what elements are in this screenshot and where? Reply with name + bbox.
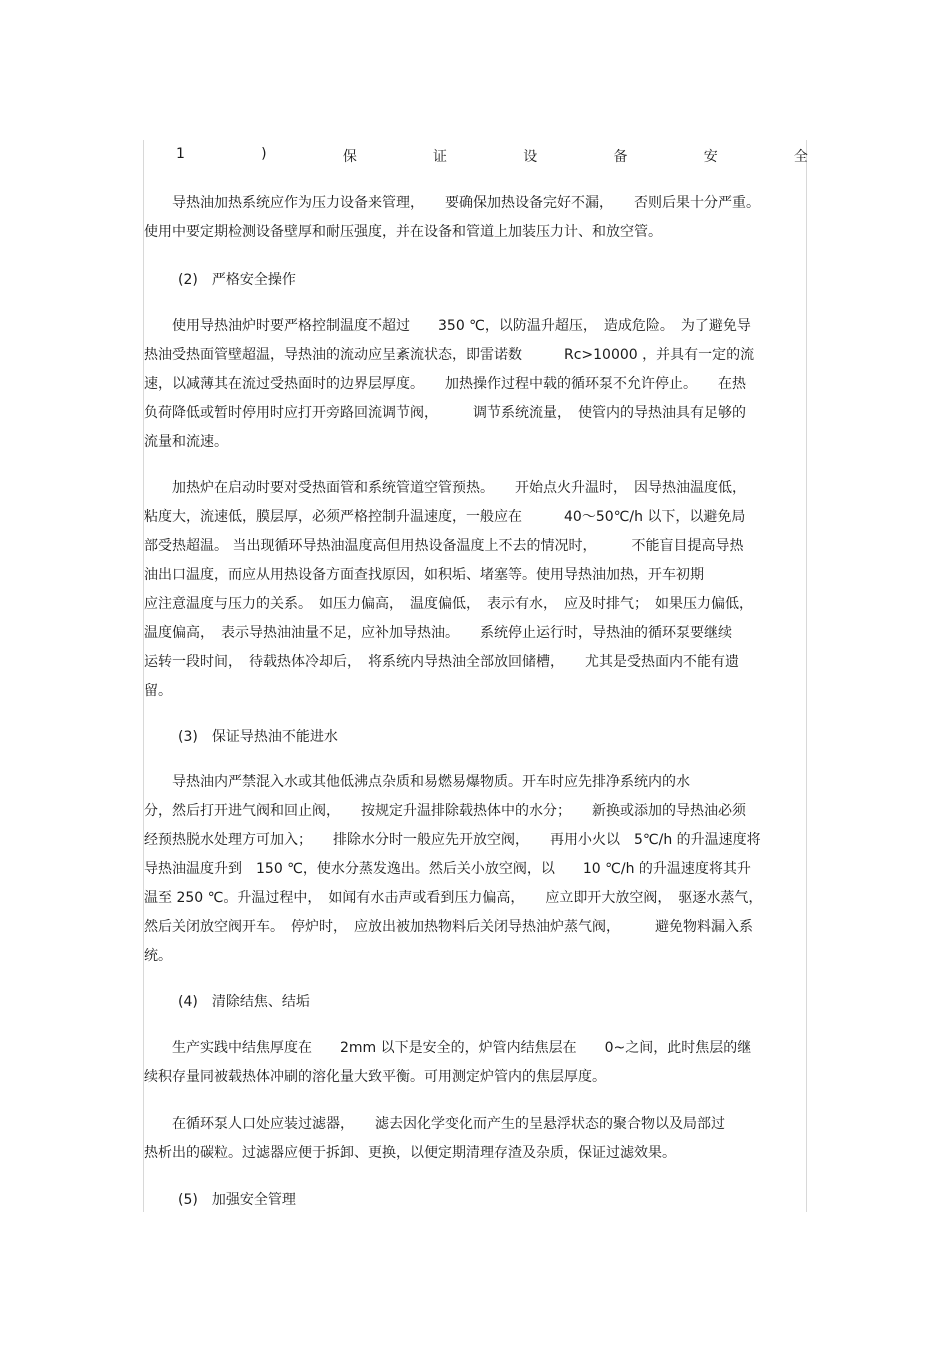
text-line: 使用中要定期检测设备壁厚和耐压强度，并在设备和管道上加装压力计、和放空管。: [144, 224, 662, 240]
text-line: 续积存量同被载热体冲刷的溶化量大致平衡。可用测定炉管内的焦层厚度。: [144, 1069, 606, 1085]
text-line: 导热油温度升到 150 ℃，使水分蒸发逸出。然后关小放空阀，以 10 ℃/h 的升温速度将其升: [144, 861, 751, 877]
section-heading-1: [176, 146, 808, 168]
heading-char: 备: [613, 149, 628, 165]
heading-char: 安: [703, 149, 718, 165]
heading-char: ): [261, 146, 267, 162]
text-line: 部受热超温。 当出现循环导热油温度高但用热设备温度上不去的情况时， 不能盲目提高导热: [144, 538, 744, 554]
text-line: 油出口温度，而应从用热设备方面查找原因，如积垢、堵塞等。使用导热油加热，开车初期: [144, 567, 704, 583]
heading-char: 证: [433, 149, 448, 165]
text-line: 运转一段时间， 待载热体冷却后， 将系统内导热油全部放回储槽， 尤其是受热面内不能有遗: [144, 654, 739, 670]
text-line: 统。: [144, 948, 172, 964]
text-line: 导热油加热系统应作为压力设备来管理， 要确保加热设备完好不漏， 否则后果十分严重。: [144, 195, 760, 211]
paragraph-6: [144, 1114, 808, 1172]
text-line: 流量和流速。: [144, 434, 228, 450]
paragraph-3: [144, 478, 808, 710]
paragraph-1: [144, 193, 808, 251]
text-line: 导热油内严禁混入水或其他低沸点杂质和易燃易爆物质。开车时应先排净系统内的水: [144, 774, 690, 790]
text-line: 热析出的碳粒。过滤器应便于拆卸、更换，以便定期清理存渣及杂质，保证过滤效果。: [144, 1145, 676, 1161]
section-heading-4: (4) 清除结焦、结垢: [178, 994, 310, 1010]
paragraph-4: [144, 772, 808, 975]
heading-char: 全: [793, 149, 808, 165]
section-heading-5: (5) 加强安全管理: [178, 1192, 296, 1208]
text-line: 热油受热面管壁超温，导热油的流动应呈紊流状态，即雷诺数 Rc>10000 ，并具有一定的流: [144, 347, 755, 363]
text-line: 留。: [144, 683, 172, 699]
heading-char: 保: [342, 149, 357, 165]
text-line: 应注意温度与压力的关系。 如压力偏高， 温度偏低， 表示有水， 应及时排气； 如果压力偏低，: [144, 596, 753, 612]
paragraph-2: [144, 316, 808, 461]
text-line: 温度偏高， 表示导热油油量不足，应补加导热油。 系统停止运行时，导热油的循环泵要继续: [144, 625, 732, 641]
heading-char: 1: [176, 146, 185, 162]
section-heading-3: (3) 保证导热油不能进水: [178, 729, 338, 745]
text-line: 使用导热油炉时要严格控制温度不超过 350 ℃，以防温升超压， 造成危险。 为了避免导: [144, 318, 751, 334]
text-line: 在循环泵人口处应装过滤器， 滤去因化学变化而产生的呈悬浮状态的聚合物以及局部过: [144, 1116, 725, 1132]
text-line: 生产实践中结焦厚度在 2mm 以下是安全的，炉管内结焦层在 0~之间，此时焦层的继: [144, 1040, 752, 1056]
text-line: 粘度大，流速低，膜层厚，必须严格控制升温速度，一般应在 40～50℃/h 以下，以避免局: [144, 509, 746, 525]
text-line: 加热炉在启动时要对受热面管和系统管道空管预热。 开始点火升温时， 因导热油温度低，: [144, 480, 746, 496]
section-heading-2: (2) 严格安全操作: [178, 272, 296, 288]
heading-char: 设: [523, 149, 538, 165]
text-line: 经预热脱水处理方可加入； 排除水分时一般应先开放空阀， 再用小火以 5℃/h 的升温速度将: [144, 832, 761, 848]
text-line: 分，然后打开进气阀和回止阀， 按规定升温排除载热体中的水分； 新换或添加的导热油必须: [144, 803, 746, 819]
text-line: 然后关闭放空阀开车。 停炉时， 应放出被加热物料后关闭导热油炉蒸气阀， 避免物料漏入系: [144, 919, 753, 935]
paragraph-5: [144, 1038, 808, 1096]
text-line: 温至 250 ℃。升温过程中， 如闻有水击声或看到压力偏高， 应立即开大放空阀， 驱逐水蒸气，: [144, 890, 763, 906]
text-line: 速，以减薄其在流过受热面时的边界层厚度。 加热操作过程中载的循环泵不允许停止。 在热: [144, 376, 746, 392]
text-line: 负荷降低或暂时停用时应打开旁路回流调节阀， 调节系统流量， 使管内的导热油具有足够的: [144, 405, 746, 421]
